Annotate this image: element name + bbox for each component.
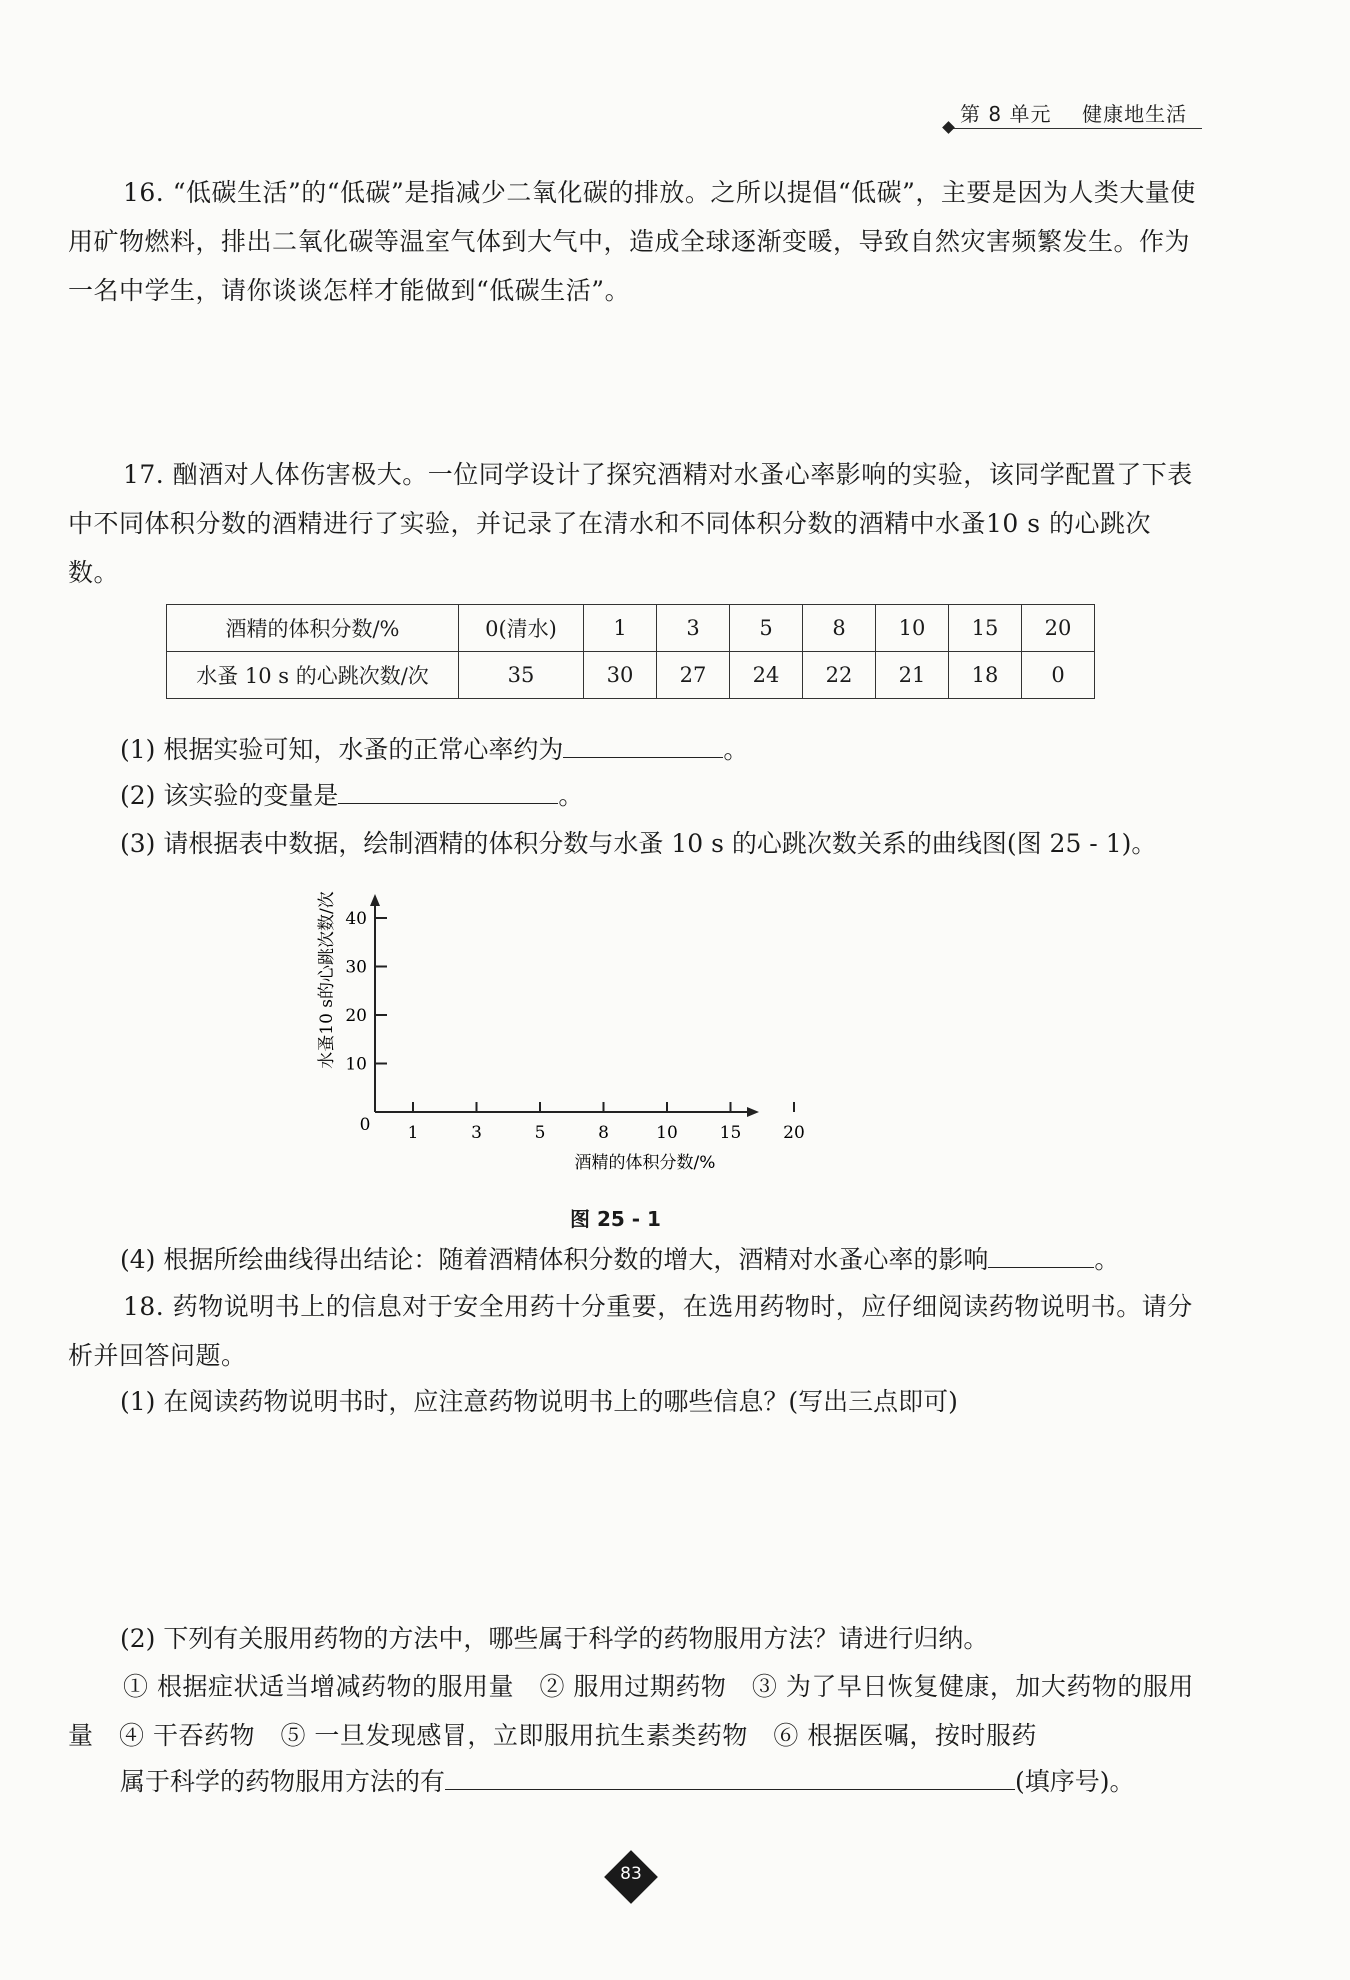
y-axis-arrow-icon — [370, 894, 380, 906]
chart-axes — [370, 894, 759, 1117]
q18-sub-question-1: (1) 在阅读药物说明书时，应注意药物说明书上的哪些信息？(写出三点即可) — [120, 1387, 958, 1416]
x-tick-label: 10 — [656, 1123, 678, 1143]
question-18: 18. 药物说明书上的信息对于安全用药十分重要，在选用药物时，应仔细阅读药物说明书。请分析并回答问题。 — [68, 1292, 1193, 1370]
table-cell: 27 — [657, 652, 730, 699]
question-17: 17. 酗酒对人体伤害极大。一位同学设计了探究酒精对水蚤心率影响的实验，该同学配置了下表中不同体积分数的酒精进行了实验，并记录了在清水和不同体积分数的酒精中水蚤10 s 的心跳次数。 — [68, 460, 1193, 587]
origin-label: 0 — [359, 1115, 371, 1135]
table-row-label: 酒精的体积分数/% — [167, 605, 459, 652]
x-tick-label: 1 — [407, 1123, 419, 1143]
answer-blank[interactable] — [988, 1243, 1094, 1268]
sub-question-text: (4) 根据所绘曲线得出结论：随着酒精体积分数的增大，酒精对水蚤心率的影响 — [120, 1245, 989, 1274]
unit-title: 健康地生活 — [1082, 102, 1188, 126]
figure-caption: 图 25 - 1 — [570, 1207, 661, 1231]
page-header — [960, 98, 1200, 127]
x-axis-ticks — [408, 1102, 805, 1143]
table-row — [167, 605, 1095, 652]
header-rule — [950, 128, 1202, 129]
q18-options: ① 根据症状适当增减药物的服用量 ② 服用过期药物 ③ 为了早日恢复健康，加大药物的服用量 ④ 干吞药物 ⑤ 一旦发现感冒，立即服用抗生素类药物 ⑥ 根据医嘱，按时服药 — [68, 1672, 1194, 1750]
y-axis-label: 水蚤10 s的心跳次数/次 — [317, 891, 337, 1069]
x-tick-label: 20 — [783, 1123, 805, 1143]
table-cell: 24 — [730, 652, 803, 699]
page-number: 83 — [620, 1864, 642, 1884]
table-cell: 20 — [1022, 605, 1095, 652]
y-tick-label: 10 — [345, 1054, 367, 1075]
data-table — [166, 604, 1095, 699]
chart-figure[interactable] — [300, 880, 960, 1180]
sub-question-1 — [120, 730, 1200, 770]
sub-question-2 — [120, 776, 1200, 816]
q18-answer-line — [120, 1762, 1200, 1802]
x-tick-label: 5 — [534, 1123, 546, 1143]
y-tick-label: 30 — [345, 957, 367, 978]
x-tick-label: 8 — [598, 1123, 609, 1143]
sub-question-3: (3) 请根据表中数据，绘制酒精的体积分数与水蚤 10 s 的心跳次数关系的曲线图(图 25 - 1)。 — [120, 829, 1157, 858]
table-cell: 15 — [949, 605, 1022, 652]
x-axis-label: 酒精的体积分数/% — [574, 1153, 716, 1173]
table-cell: 21 — [876, 652, 949, 699]
table-cell: 0(清水) — [459, 605, 584, 652]
answer-blank[interactable] — [338, 779, 558, 804]
y-tick-label: 20 — [345, 1006, 367, 1026]
sub-question-4 — [120, 1240, 1210, 1280]
x-axis-arrow-icon — [747, 1107, 759, 1117]
sub-question-suffix: 。 — [723, 735, 749, 764]
table-cell: 8 — [803, 605, 876, 652]
answer-blank[interactable] — [563, 733, 723, 758]
table-row — [167, 652, 1095, 699]
answer-blank[interactable] — [445, 1765, 1015, 1790]
diamond-icon — [942, 121, 955, 134]
table-cell: 3 — [657, 605, 730, 652]
table-cell: 35 — [459, 652, 584, 699]
table-cell: 10 — [876, 605, 949, 652]
answer-prefix: 属于科学的药物服用方法的有 — [120, 1767, 446, 1796]
table-cell: 5 — [730, 605, 803, 652]
question-16: 16. “低碳生活”的“低碳”是指减少二氧化碳的排放。之所以提倡“低碳”，主要是因为人类大量使用矿物燃料，排出二氧化碳等温室气体到大气中，造成全球逐渐变暖，导致自然灾害频繁发生。作为一名中学生，请你谈谈怎样才能做到“低碳生活”。 — [68, 178, 1196, 305]
x-tick-label: 15 — [719, 1123, 742, 1143]
table-cell: 18 — [949, 652, 1022, 699]
table-row-label: 水蚤 10 s 的心跳次数/次 — [167, 652, 459, 699]
sub-question-text: (2) 该实验的变量是 — [120, 781, 339, 810]
table-cell: 0 — [1022, 652, 1095, 699]
table-cell: 1 — [584, 605, 657, 652]
table-cell: 22 — [803, 652, 876, 699]
sub-question-text: (1) 根据实验可知，水蚤的正常心率约为 — [120, 735, 564, 764]
sub-question-suffix: 。 — [1094, 1245, 1120, 1274]
x-tick-label: 3 — [471, 1123, 482, 1143]
answer-suffix: (填序号)。 — [1015, 1767, 1135, 1796]
unit-label: 第 8 单元 — [960, 102, 1052, 126]
y-tick-label: 40 — [345, 909, 367, 929]
q18-sub-question-2: (2) 下列有关服用药物的方法中，哪些属于科学的药物服用方法？请进行归纳。 — [120, 1624, 989, 1653]
y-axis-ticks — [345, 909, 387, 1075]
table-cell: 30 — [584, 652, 657, 699]
sub-question-suffix: 。 — [558, 781, 584, 810]
